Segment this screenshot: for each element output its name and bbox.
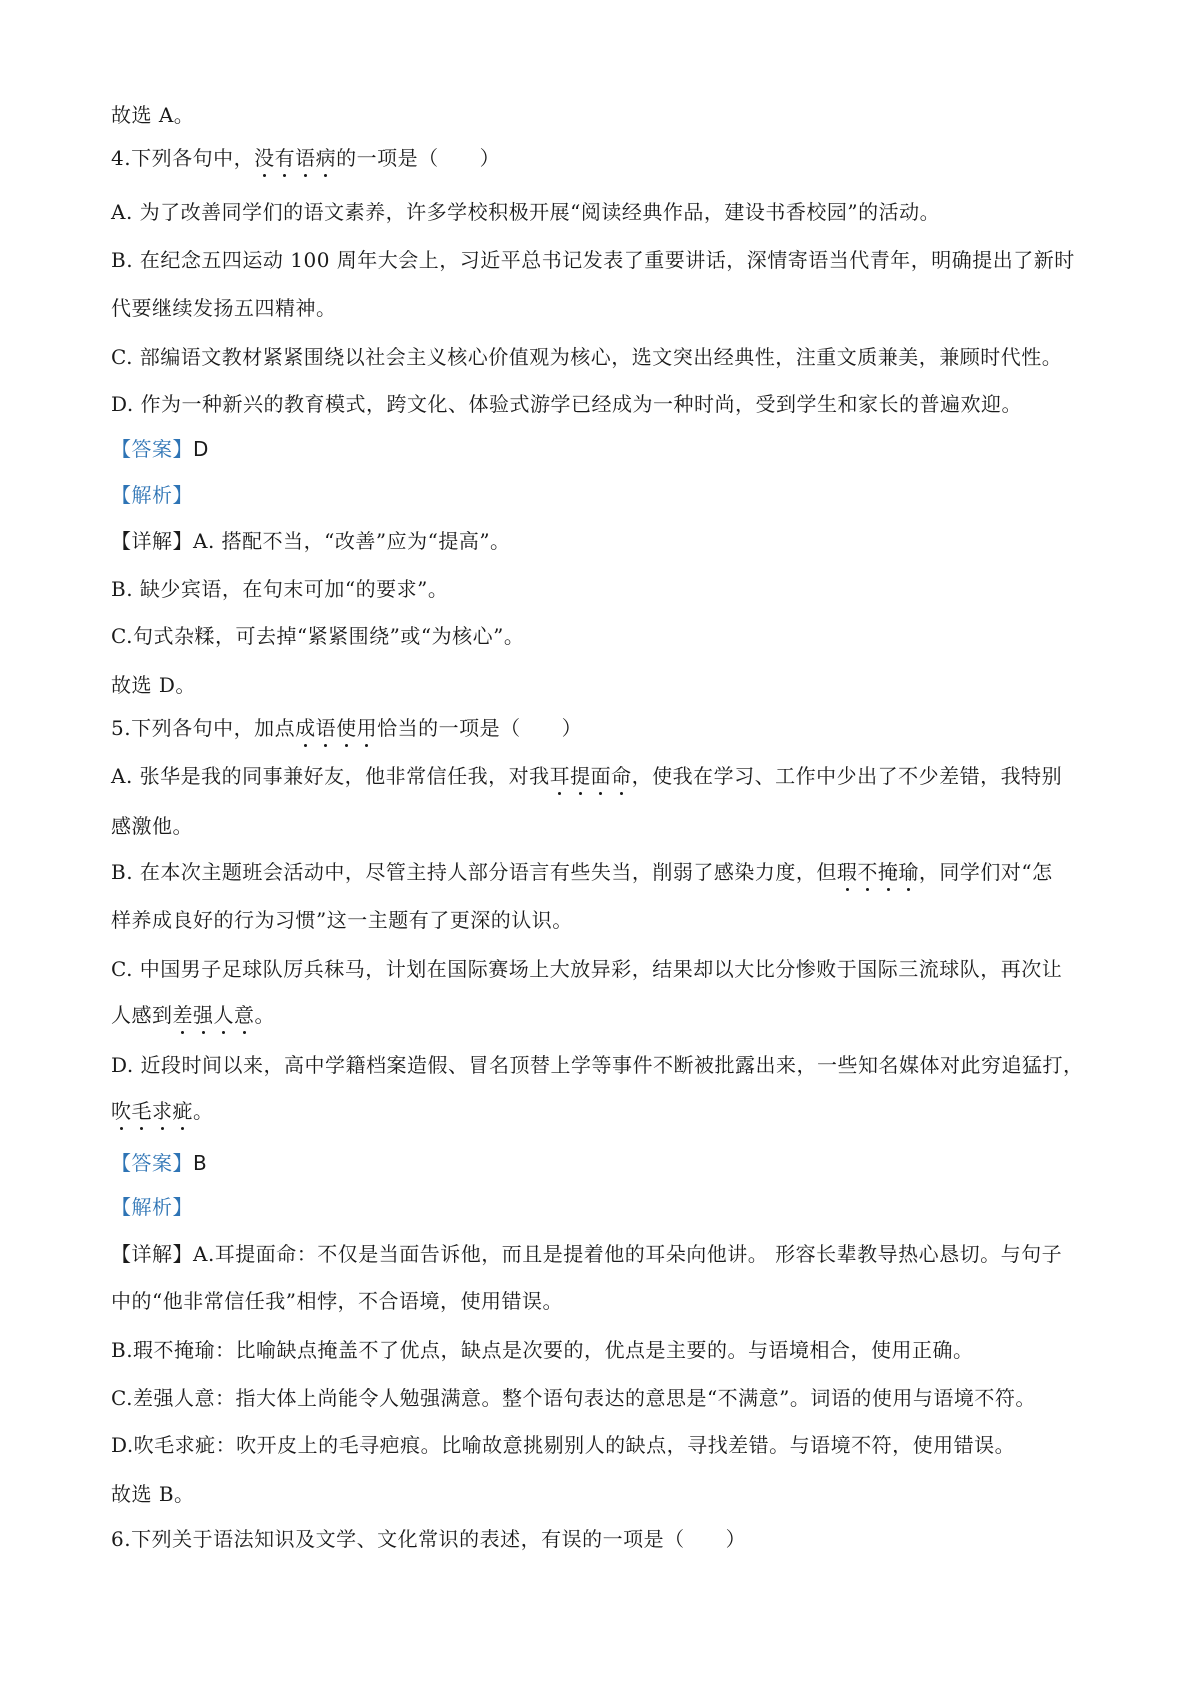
emphasis-char: 语 bbox=[295, 146, 316, 170]
question-6-stem: 6.下列关于语法知识及文学、文化常识的表述，有误的一项是（ ） bbox=[111, 1527, 747, 1551]
emphasis-char: 没 bbox=[254, 146, 275, 170]
emphasis-char: 瑜 bbox=[898, 860, 919, 884]
answer-line bbox=[111, 435, 209, 463]
text-line: 代要继续发扬五四精神。 bbox=[111, 296, 337, 320]
analysis-tag: 【解析】 bbox=[111, 483, 193, 507]
question-4-stem: 4.下列各句中，没有语病的一项是（ ） bbox=[111, 146, 501, 170]
emphasis-char: 瑕 bbox=[836, 860, 858, 884]
emphasis-char: 语 bbox=[315, 716, 337, 740]
text-line: 人感到差强人意。 bbox=[111, 1003, 275, 1027]
text-line: 【详解】A. 搭配不当，“改善”应为“提高”。 bbox=[111, 529, 511, 553]
analysis-tag: 【解析】 bbox=[111, 1195, 193, 1219]
emphasis-char: 耳 bbox=[549, 764, 571, 788]
emphasis-char: 人 bbox=[213, 1003, 234, 1027]
text-line: C.差强人意：指大体上尚能令人勉强满意。整个语句表达的意思是“不满意”。词语的使用与语境不符。 bbox=[111, 1386, 1036, 1410]
text-line: D. 近段时间以来，高中学籍档案造假、冒名顶替上学等事件不断被批露出来，一些知名媒体对此穷追猛打， bbox=[111, 1053, 1084, 1077]
emphasis-char: 提 bbox=[570, 764, 591, 788]
answer-value: B bbox=[193, 1151, 208, 1175]
text-line: B. 缺少宾语，在句末可加“的要求”。 bbox=[111, 577, 449, 601]
text-line: 故选 D。 bbox=[111, 673, 196, 697]
text-line: B. 在纪念五四运动 100 周年大会上，习近平总书记发表了重要讲话，深情寄语当代青年，明确提出了新时 bbox=[111, 248, 1075, 272]
emphasis-char: 病 bbox=[315, 146, 337, 170]
emphasis-char: 意 bbox=[234, 1003, 255, 1027]
emphasis-char: 强 bbox=[193, 1003, 214, 1027]
text-line: 中的“他非常信任我”相悖，不合语境，使用错误。 bbox=[111, 1289, 563, 1313]
emphasis-char: 疵 bbox=[172, 1099, 193, 1123]
answer-tag: 【答案】 bbox=[111, 1151, 193, 1175]
text-line: C.句式杂糅，可去掉“紧紧围绕”或“为核心”。 bbox=[111, 624, 525, 648]
text-line: 吹毛求疵。 bbox=[111, 1099, 214, 1123]
emphasis-char: 有 bbox=[274, 146, 296, 170]
emphasis-char: 吹 bbox=[111, 1099, 132, 1123]
text-line: A. 张华是我的同事兼好友，他非常信任我，对我耳提面命，使我在学习、工作中少出了不少差错，我特别 bbox=[111, 764, 1063, 788]
text-line: D. 作为一种新兴的教育模式，跨文化、体验式游学已经成为一种时尚，受到学生和家长的普遍欢迎。 bbox=[111, 392, 1023, 416]
emphasis-char: 用 bbox=[356, 716, 378, 740]
text-line: B.瑕不掩瑜：比喻缺点掩盖不了优点，缺点是次要的，优点是主要的。与语境相合，使用正确。 bbox=[111, 1338, 974, 1362]
emphasis-char: 求 bbox=[152, 1099, 173, 1123]
emphasis-char: 命 bbox=[611, 764, 632, 788]
emphasis-char: 成 bbox=[295, 716, 316, 740]
emphasis-char: 毛 bbox=[131, 1099, 152, 1123]
answer-line bbox=[111, 1149, 207, 1177]
emphasis-char: 面 bbox=[590, 764, 612, 788]
text-line: D.吹毛求疵：吹开皮上的毛寻疤痕。比喻故意挑剔别人的缺点，寻找差错。与语境不符，使用错误。 bbox=[111, 1433, 1016, 1457]
text-line: 感激他。 bbox=[111, 814, 193, 838]
text-line: 故选 A。 bbox=[111, 103, 195, 127]
text-line: B. 在本次主题班会活动中，尽管主持人部分语言有些失当，削弱了感染力度，但瑕不掩瑜，同学们对“怎 bbox=[111, 860, 1053, 884]
emphasis-char: 不 bbox=[857, 860, 878, 884]
text-line: 【详解】A.耳提面命：不仅是当面告诉他，而且是提着他的耳朵向他讲。 形容长辈教导热心恳切。与句子 bbox=[111, 1242, 1063, 1266]
text-line: 样养成良好的行为习惯”这一主题有了更深的认识。 bbox=[111, 908, 573, 932]
emphasis-char: 使 bbox=[336, 716, 357, 740]
answer-value: D bbox=[193, 437, 209, 461]
text-line: A. 为了改善同学们的语文素养，许多学校积极开展“阅读经典作品，建设书香校园”的活动。 bbox=[111, 200, 941, 224]
text-line: C. 部编语文教材紧紧围绕以社会主义核心价值观为核心，选文突出经典性，注重文质兼美，兼顾时代性。 bbox=[111, 345, 1063, 369]
answer-tag: 【答案】 bbox=[111, 437, 193, 461]
question-5-stem: 5.下列各句中，加点成语使用恰当的一项是（ ） bbox=[111, 716, 583, 740]
text-line: C. 中国男子足球队厉兵秣马，计划在国际赛场上大放异彩，结果却以大比分惨败于国际三流球队，再次让 bbox=[111, 957, 1063, 981]
emphasis-char: 掩 bbox=[877, 860, 899, 884]
emphasis-char: 差 bbox=[172, 1003, 193, 1027]
text-line: 故选 B。 bbox=[111, 1482, 195, 1506]
